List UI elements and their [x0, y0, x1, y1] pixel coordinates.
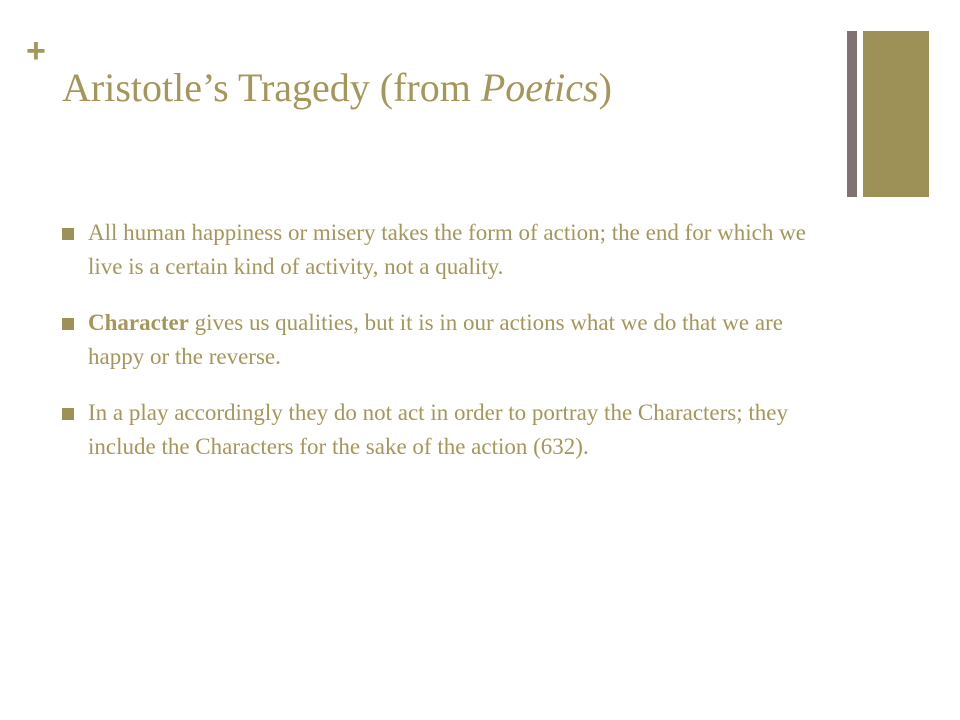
bullet-item: [62, 396, 832, 464]
title-suffix: ): [598, 65, 612, 110]
decorative-bar-dark: [847, 31, 857, 197]
slide-title: [62, 62, 612, 114]
title-text: Aristotle’s Tragedy (from: [62, 65, 481, 110]
square-bullet-icon: [62, 318, 74, 330]
bullet-item: [62, 306, 832, 374]
bullet-text: In a play accordingly they do not act in order to portray the Characters; they include the Characters for the sake of the action (632).: [88, 400, 788, 459]
title-italic-text: Poetics: [480, 65, 599, 110]
bullet-list: [62, 216, 832, 486]
square-bullet-icon: [62, 228, 74, 240]
bullet-bold-text: Character: [88, 310, 189, 335]
square-bullet-icon: [62, 408, 74, 420]
decorative-bar-gold: [863, 31, 929, 197]
plus-icon: +: [26, 32, 46, 70]
bullet-text: gives us qualities, but it is in our actions what we do that we are happy or the reverse.: [88, 310, 783, 369]
bullet-text: All human happiness or misery takes the form of action; the end for which we live is a certain kind of activity, not a quality.: [88, 220, 806, 279]
bullet-item: [62, 216, 832, 284]
